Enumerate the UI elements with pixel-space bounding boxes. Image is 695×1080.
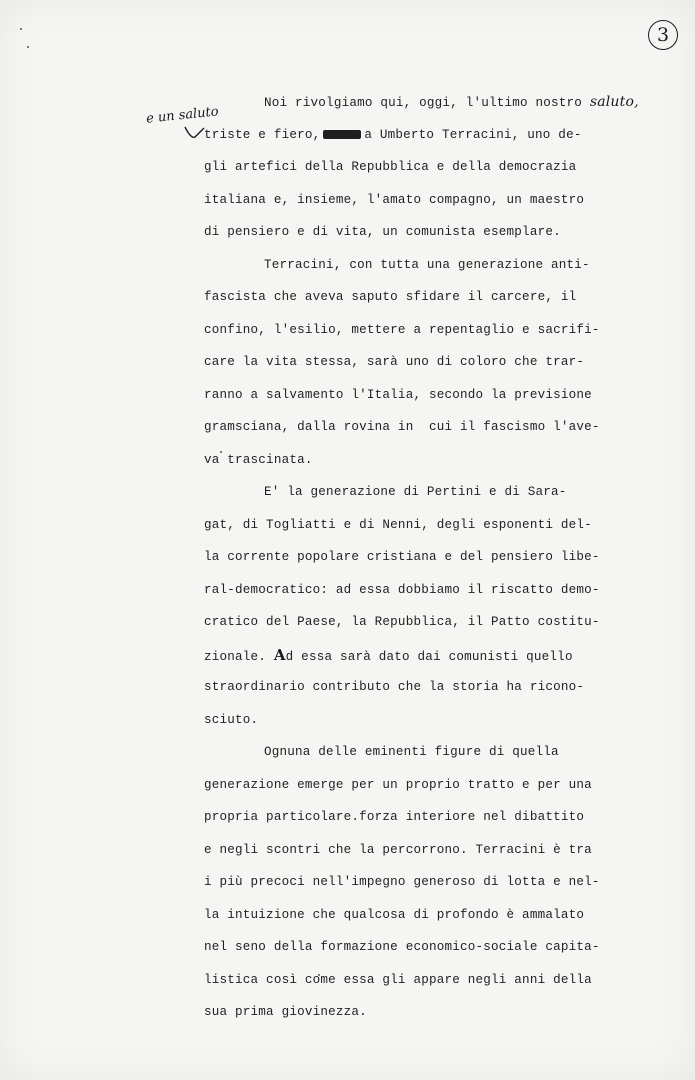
text-line: e negli scontri che la percorrono. Terracini è tra — [204, 842, 592, 857]
text-line: fascista che aveva saputo sfidare il carcere, il — [204, 290, 577, 304]
letter-body — [204, 86, 639, 1029]
text-line — [204, 639, 584, 672]
text-line: care la vita stessa, sarà uno di coloro che trar- — [204, 355, 585, 369]
text-line: gramsciana, dalla rovina in cui il fascismo l'ave- — [204, 420, 600, 434]
text-line: va trascinata. — [204, 452, 313, 467]
line-text: a Umberto Terracini, uno de- — [364, 127, 582, 142]
text-line: italiana e, insieme, l'amato compagno, un maestro — [204, 192, 585, 207]
line-text: Noi rivolgiamo qui, oggi, l'ultimo nostro — [264, 96, 583, 110]
text-line: gli artefici della Repubblica e della democrazia — [204, 160, 577, 174]
text-line: i più precoci nell'impegno generoso di lotta e nel- — [204, 875, 600, 889]
speck — [27, 46, 29, 48]
text-line: listica così come essa gli appare negli anni della — [204, 972, 592, 987]
text-line: generazione emerge per un proprio tratto e per una — [204, 777, 592, 792]
insertion-caret-mark — [183, 124, 205, 140]
text-line: la intuizione che qualcosa di profondo è ammalato — [204, 907, 585, 922]
speck — [20, 28, 22, 30]
text-line: confino, l'esilio, mettere a repentaglio e sacrifi- — [204, 322, 600, 337]
redaction-mark — [323, 130, 361, 139]
text-line: gat, di Togliatti e di Nenni, degli esponenti del- — [204, 517, 592, 532]
text-line: ranno a salvamento l'Italia, secondo la previsione — [204, 387, 592, 402]
handwritten-addition: saluto, — [589, 94, 639, 110]
text-line: sua prima giovinezza. — [204, 1005, 367, 1019]
margin-insertion-text: e un saluto — [145, 104, 220, 127]
text-line: la corrente popolare cristiana e del pensiero libe- — [204, 550, 600, 564]
text-line: sciuto. — [204, 712, 259, 727]
page-number — [648, 20, 678, 50]
text-line: ral-democratico: ad essa dobbiamo il riscatto demo- — [204, 582, 600, 597]
text-line: nel seno della formazione economico-sociale capita- — [204, 940, 600, 954]
line-text: triste e fiero, — [204, 127, 321, 142]
page-number-value: 3 — [656, 24, 670, 46]
text-line: propria particolare.forza interiore nel dibattito — [204, 810, 585, 824]
line-text: zionale. — [204, 649, 267, 664]
handwritten-correction: A — [273, 645, 286, 664]
text-line: E' la generazione di Pertini e di Sara- — [264, 485, 567, 499]
text-line — [204, 119, 584, 152]
text-line — [204, 86, 639, 119]
text-line: straordinario contributo che la storia ha ricono- — [204, 680, 585, 694]
text-line: Terracini, con tutta una generazione anti- — [264, 257, 590, 272]
struck-character — [266, 650, 274, 664]
line-text: d essa sarà dato dai comunisti quello — [285, 649, 573, 664]
text-line: Ognuna delle eminenti figure di quella — [264, 745, 559, 759]
text-line: di pensiero e di vita, un comunista esemplare. — [204, 225, 561, 239]
text-line: cratico del Paese, la Repubblica, il Patto costitu- — [204, 615, 600, 629]
